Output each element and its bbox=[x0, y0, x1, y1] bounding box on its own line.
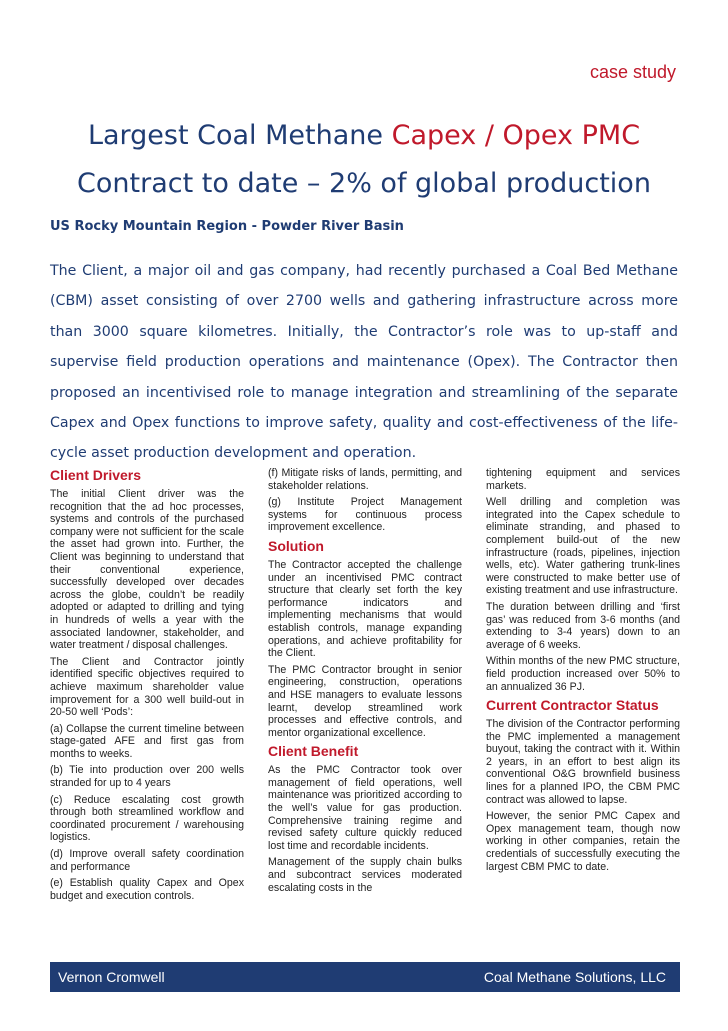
heading-client-drivers: Client Drivers bbox=[50, 467, 142, 483]
paragraph: The PMC Contractor brought in senior engineering, construction, operations and HSE managers to evaluate lessons learnt, develop streamlined work processes and effective controls, and mentor organizational excellence. bbox=[268, 663, 462, 739]
footer-company: Coal Methane Solutions, LLC bbox=[483, 969, 666, 985]
column-1 bbox=[50, 467, 244, 947]
paragraph: Within months of the new PMC structure, field production increased over 50% to an annualized 36 PJ. bbox=[486, 655, 680, 693]
paragraph: The duration between drilling and ‘first gas’ was reduced from 3-6 months (and extending to 3-4 years) down to an average of 6 weeks. bbox=[486, 600, 680, 651]
paragraph: The Client and Contractor jointly identified specific objectives required to achieve maximum shareholder value improvement for a 300 well build-out in 20-50 well ‘Pods’: bbox=[50, 655, 244, 719]
paragraph: The division of the Contractor performing the PMC implemented a management buyout, taking the contract with it. Within 2 years, in an effort to best align its conventional O&G brownfield business lines for a planned IPO, the CBM PMC contract was allowed to lapse. bbox=[486, 718, 680, 806]
paragraph: The Contractor accepted the challenge under an incentivised PMC contract structure that clearly set forth the key performance indicators and implementing mechanisms that would establish controls, manage expanding operations, and achieve profitability for the Client. bbox=[268, 558, 462, 660]
paragraph: Management of the supply chain bulks and subcontract services moderated escalating costs in the bbox=[268, 856, 462, 894]
paragraph: The initial Client driver was the recognition that the ad hoc processes, systems and controls of the purchased company were not sufficient for the scale the asset had grown into. Further, the Client was beginning to understand that their conventional experience, successfully developed over decades across the globe, couldn’t be readily adopted or adapted to drilling and tying in hundreds of wells a year with the associated landowner, stakeholder, and water treatment / disposal challenges. bbox=[50, 488, 244, 652]
objective-item: (d) Improve overall safety coordination and performance bbox=[50, 848, 244, 873]
headline-part1: Largest Coal Methane bbox=[87, 120, 392, 151]
objective-item: (a) Collapse the current timeline between stage-gated AFE and first gas from months to weeks. bbox=[50, 722, 244, 760]
region-subtitle: US Rocky Mountain Region - Powder River Basin bbox=[50, 219, 404, 234]
column-2 bbox=[268, 467, 462, 947]
column-3 bbox=[486, 467, 680, 947]
headline-accent: Capex / Opex PMC bbox=[391, 120, 641, 151]
objective-item: (b) Tie into production over 200 wells stranded for up to 4 years bbox=[50, 764, 244, 790]
body-columns bbox=[50, 467, 680, 947]
objective-item: (c) Reduce escalating cost growth through both streamlined workflow and coordinated procurement / warehousing logistics. bbox=[50, 793, 244, 844]
heading-solution: Solution bbox=[268, 537, 324, 554]
paragraph: tightening equipment and services markets. bbox=[486, 467, 680, 492]
paragraph: As the PMC Contractor took over management of field operations, well maintenance was prioritized according to the well’s value for gas production. Comprehensive training regime and revised safety culture quickly reduced lost time and recordable incidents. bbox=[268, 764, 462, 852]
intro-paragraph: The Client, a major oil and gas company, had recently purchased a Coal Bed Methane (CBM) asset consisting of over 2700 wells and gathering infrastructure across more than 3000 square kilometres. Initially, the Contractor’s role was to up-staff and supervise field production operations and maintenance (Opex). The Contractor then proposed an incentivised role to manage integration and streamlining of the separate Capex and Opex functions to improve safety, quality and cost-effectiveness of the life-cycle asset production development and operation. bbox=[50, 263, 678, 462]
paragraph: Well drilling and completion was integrated into the Capex schedule to eliminate stranding, and phased to complement build-out of the new infrastructure (roads, pipelines, injection wells, etc). Water gathering trunk-lines were constructed to make better use of existing treatment and use infrastructure. bbox=[486, 496, 680, 597]
heading-client-benefit: Client Benefit bbox=[268, 743, 359, 760]
headline-line2: Contract to date – 2% of global production bbox=[77, 168, 651, 199]
objective-item: (f) Mitigate risks of lands, permitting, and stakeholder relations. bbox=[268, 467, 462, 492]
objective-item: (e) Establish quality Capex and Opex budget and execution controls. bbox=[50, 877, 244, 902]
footer-bar bbox=[50, 962, 680, 992]
objective-item: (g) Institute Project Management systems for continuous process improvement excellence. bbox=[268, 496, 462, 534]
heading-current-status: Current Contractor Status bbox=[486, 697, 659, 714]
headline bbox=[40, 112, 688, 208]
footer-author: Vernon Cromwell bbox=[58, 969, 165, 985]
paragraph: However, the senior PMC Capex and Opex management team, though now working in other companies, retain the credentials of successfully executing the largest CBM PMC to date. bbox=[486, 810, 680, 873]
case-study-tag: case study bbox=[589, 62, 676, 82]
